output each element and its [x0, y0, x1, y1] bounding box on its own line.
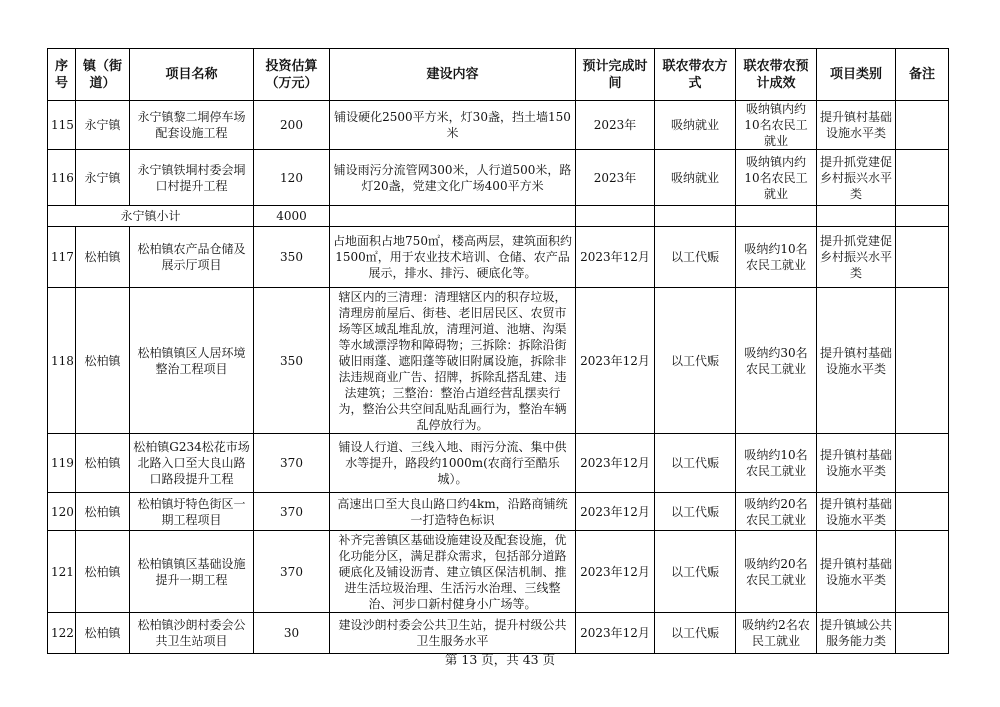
project-table: [47, 48, 949, 654]
subtotal-empty: [576, 206, 655, 227]
cell-seq: 117: [48, 227, 76, 288]
cell-town: 永宁镇: [76, 150, 130, 206]
table-row: [48, 434, 949, 493]
cell-name: 松柏镇镇区基础设施提升一期工程: [130, 531, 254, 613]
cell-name: 松柏镇圩特色街区一期工程项目: [130, 493, 254, 531]
cell-effect: 吸纳约10名农民工就业: [736, 434, 817, 493]
header-method: 联农带农方式: [655, 49, 736, 101]
cell-name: 永宁镇黎二垌停车场配套设施工程: [130, 101, 254, 150]
cell-content: 铺设硬化2500平方米，灯30盏，挡土墙150米: [330, 101, 576, 150]
table-row: [48, 101, 949, 150]
cell-name: 永宁镇铁垌村委会垌口村提升工程: [130, 150, 254, 206]
cell-finish: 2023年: [576, 101, 655, 150]
subtotal-row: [48, 206, 949, 227]
cell-finish: 2023年12月: [576, 227, 655, 288]
cell-town: 永宁镇: [76, 101, 130, 150]
cell-invest: 350: [254, 227, 330, 288]
cell-content: 补齐完善镇区基础设施建设及配套设施，优化功能分区，满足群众需求，包括部分道路硬底化及铺设沥青、建立镇区保洁机制、推进生活垃圾治理、生活污水治理、三线整治、河步口新村健身小广场等。: [330, 531, 576, 613]
cell-finish: 2023年12月: [576, 434, 655, 493]
header-seq: 序号: [48, 49, 76, 101]
header-row: [48, 49, 949, 101]
cell-category: 提升抓党建促乡村振兴水平类: [817, 150, 896, 206]
header-town: 镇（街道）: [76, 49, 130, 101]
cell-effect: 吸纳约2名农民工就业: [736, 613, 817, 654]
cell-remark: [896, 150, 949, 206]
subtotal-empty: [655, 206, 736, 227]
cell-invest: 370: [254, 434, 330, 493]
cell-method: 以工代赈: [655, 531, 736, 613]
cell-content: 高速出口至大良山路口约4km，沿路商铺统一打造特色标识: [330, 493, 576, 531]
cell-finish: 2023年12月: [576, 613, 655, 654]
cell-seq: 119: [48, 434, 76, 493]
cell-invest: 350: [254, 288, 330, 434]
cell-effect: 吸纳约10名农民工就业: [736, 227, 817, 288]
cell-effect: 吸纳约30名农民工就业: [736, 288, 817, 434]
cell-town: 松柏镇: [76, 227, 130, 288]
cell-invest: 200: [254, 101, 330, 150]
cell-category: 提升镇村基础设施水平类: [817, 493, 896, 531]
cell-category: 提升镇村基础设施水平类: [817, 101, 896, 150]
cell-remark: [896, 101, 949, 150]
cell-name: 松柏镇G234松花市场北路入口至大良山路口路段提升工程: [130, 434, 254, 493]
table-row: [48, 531, 949, 613]
cell-method: 以工代赈: [655, 288, 736, 434]
cell-town: 松柏镇: [76, 613, 130, 654]
cell-effect: 吸纳约20名农民工就业: [736, 531, 817, 613]
table-row: [48, 150, 949, 206]
cell-effect: 吸纳镇内约10名农民工就业: [736, 101, 817, 150]
cell-method: 以工代赈: [655, 613, 736, 654]
header-category: 项目类别: [817, 49, 896, 101]
cell-town: 松柏镇: [76, 434, 130, 493]
cell-name: 松柏镇镇区人居环境整治工程项目: [130, 288, 254, 434]
cell-seq: 122: [48, 613, 76, 654]
header-content: 建设内容: [330, 49, 576, 101]
header-remark: 备注: [896, 49, 949, 101]
cell-remark: [896, 288, 949, 434]
cell-category: 提升镇域公共服务能力类: [817, 613, 896, 654]
cell-remark: [896, 613, 949, 654]
header-name: 项目名称: [130, 49, 254, 101]
subtotal-empty: [896, 206, 949, 227]
cell-category: 提升镇村基础设施水平类: [817, 434, 896, 493]
cell-content: 铺设人行道、三线入地、雨污分流、集中供水等提升，路段约1000m(农商行至酷乐城）。: [330, 434, 576, 493]
cell-content: 占地面积占地750㎡，楼高两层，建筑面积约1500㎡，用于农业技术培训、仓储、农产品展示，排水、排污、硬底化等。: [330, 227, 576, 288]
cell-category: 提升镇村基础设施水平类: [817, 531, 896, 613]
cell-remark: [896, 434, 949, 493]
cell-effect: 吸纳镇内约10名农民工就业: [736, 150, 817, 206]
cell-invest: 30: [254, 613, 330, 654]
cell-finish: 2023年12月: [576, 493, 655, 531]
cell-category: 提升抓党建促乡村振兴水平类: [817, 227, 896, 288]
table-row: [48, 227, 949, 288]
cell-town: 松柏镇: [76, 288, 130, 434]
cell-seq: 116: [48, 150, 76, 206]
cell-remark: [896, 493, 949, 531]
cell-seq: 121: [48, 531, 76, 613]
cell-method: 吸纳就业: [655, 150, 736, 206]
cell-town: 松柏镇: [76, 531, 130, 613]
header-finish: 预计完成时间: [576, 49, 655, 101]
cell-finish: 2023年12月: [576, 288, 655, 434]
cell-category: 提升镇村基础设施水平类: [817, 288, 896, 434]
cell-town: 松柏镇: [76, 493, 130, 531]
table-row: [48, 613, 949, 654]
cell-invest: 370: [254, 493, 330, 531]
cell-invest: 370: [254, 531, 330, 613]
cell-method: 以工代赈: [655, 434, 736, 493]
cell-effect: 吸纳约20名农民工就业: [736, 493, 817, 531]
cell-finish: 2023年12月: [576, 531, 655, 613]
cell-content: 辖区内的三清理：清理辖区内的积存垃圾，清理房前屋后、街巷、老旧居民区、农贸市场等区域乱堆乱放，清理河道、池塘、沟渠等水域漂浮物和障碍物；三拆除：拆除沿街破旧雨蓬、遮阳蓬等破旧附属设施，拆除非法违规商业广告、招牌，拆除乱搭乱建、违法建筑；三整治：整治占道经营乱摆卖行为，整治公共空间乱贴乱画行为，整治车辆乱停放行为。: [330, 288, 576, 434]
cell-method: 以工代赈: [655, 493, 736, 531]
cell-method: 吸纳就业: [655, 101, 736, 150]
cell-invest: 120: [254, 150, 330, 206]
cell-seq: 120: [48, 493, 76, 531]
cell-remark: [896, 531, 949, 613]
header-effect: 联农带农预计成效: [736, 49, 817, 101]
cell-remark: [896, 227, 949, 288]
cell-seq: 115: [48, 101, 76, 150]
table-row: [48, 288, 949, 434]
cell-content: 铺设雨污分流管网300米，人行道500米，路灯20盏，党建文化广场400平方米: [330, 150, 576, 206]
cell-finish: 2023年: [576, 150, 655, 206]
subtotal-invest: 4000: [254, 206, 330, 227]
cell-method: 以工代赈: [655, 227, 736, 288]
header-invest: 投资估算（万元）: [254, 49, 330, 101]
cell-name: 松柏镇农产品仓储及展示厅项目: [130, 227, 254, 288]
subtotal-label: 永宁镇小计: [48, 206, 254, 227]
subtotal-empty: [736, 206, 817, 227]
cell-name: 松柏镇沙朗村委会公共卫生站项目: [130, 613, 254, 654]
cell-seq: 118: [48, 288, 76, 434]
cell-content: 建设沙朗村委会公共卫生站，提升村级公共卫生服务水平: [330, 613, 576, 654]
subtotal-empty: [817, 206, 896, 227]
page-footer: 第 13 页，共 43 页: [444, 652, 556, 667]
table-row: [48, 493, 949, 531]
subtotal-empty: [330, 206, 576, 227]
